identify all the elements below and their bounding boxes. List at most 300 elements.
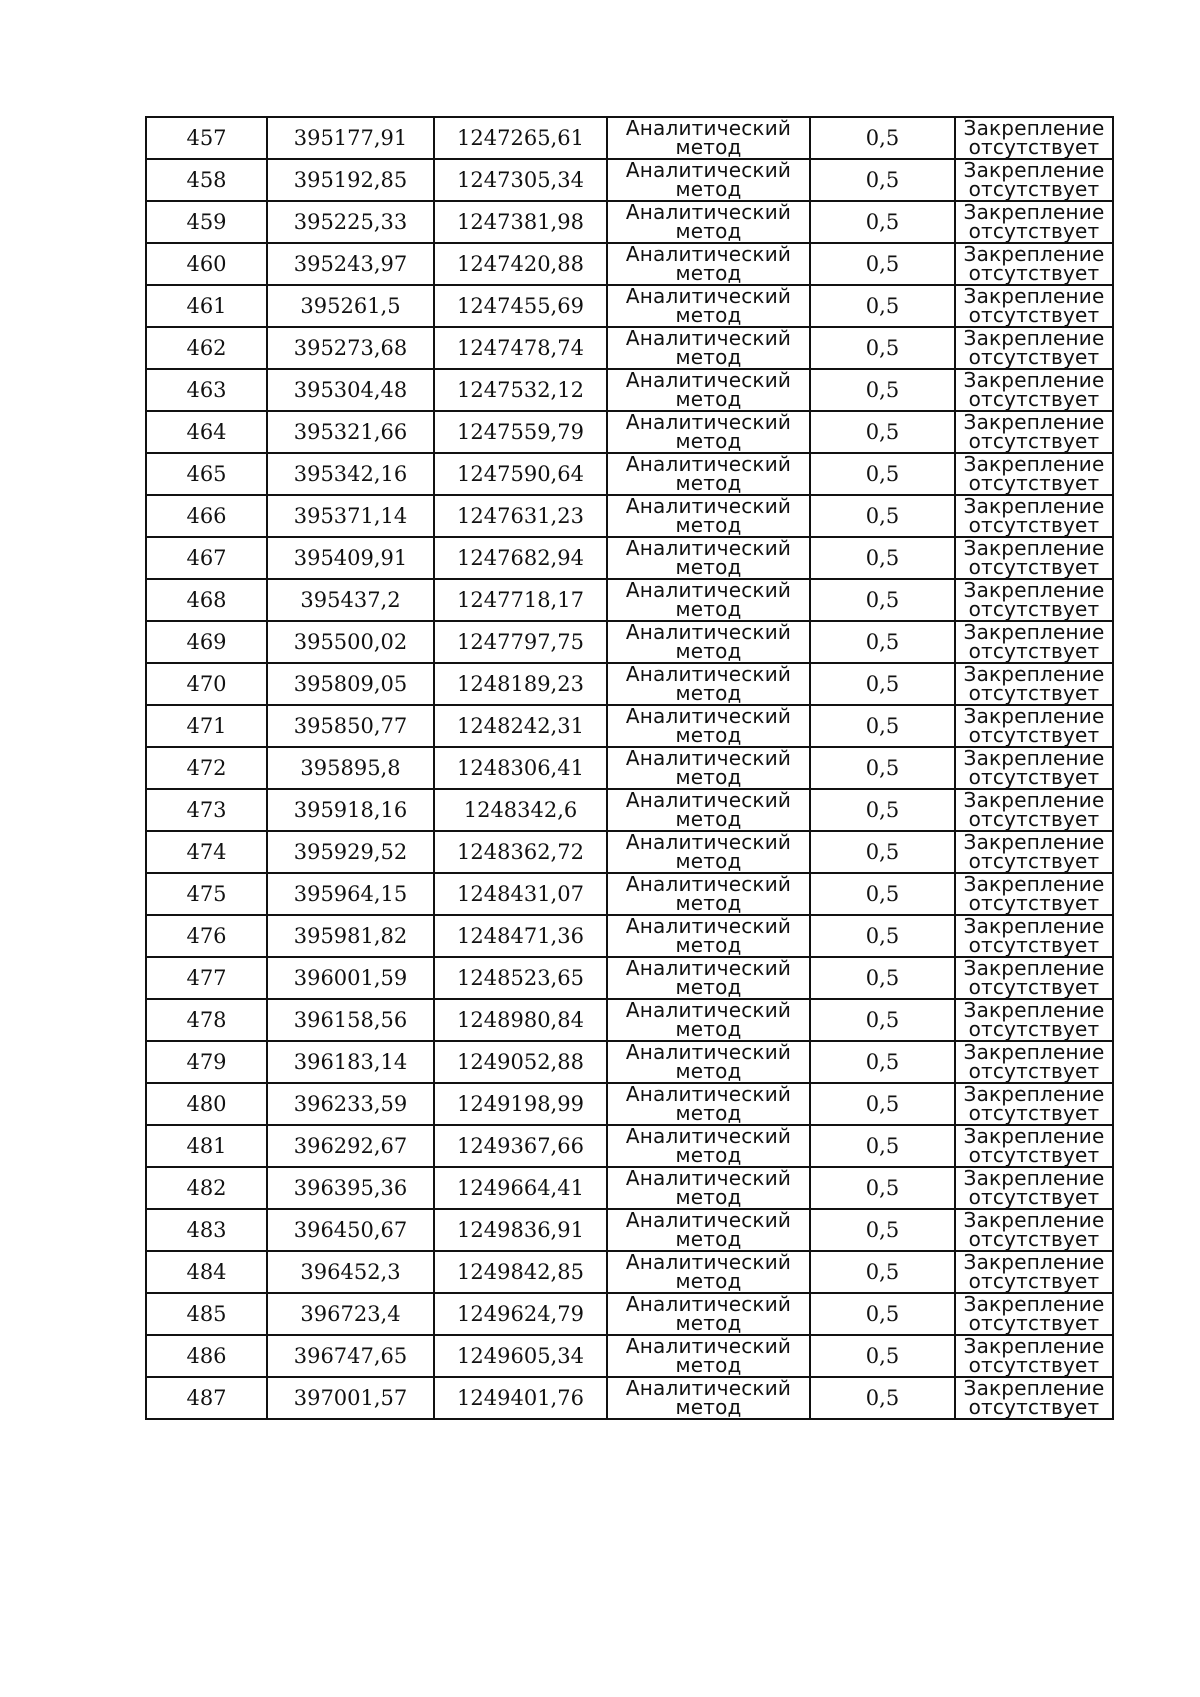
- x-coordinate-cell: 395918,16: [267, 789, 434, 831]
- fixing-line-1: Закрепление: [963, 1208, 1105, 1232]
- method-cell: [607, 705, 810, 747]
- fixing-line-2: отсутствует: [968, 513, 1100, 537]
- fixing-line-1: Закрепление: [963, 872, 1105, 896]
- x-coordinate-cell: 395850,77: [267, 705, 434, 747]
- fixing-line-1: Закрепление: [963, 494, 1105, 518]
- table-row: [146, 999, 1113, 1041]
- coordinates-table: [145, 116, 1114, 1420]
- fixing-cell: [955, 327, 1113, 369]
- method-cell: [607, 1293, 810, 1335]
- table-row: [146, 873, 1113, 915]
- point-number-cell: 480: [146, 1083, 267, 1125]
- fixing-line-1: Закрепление: [963, 200, 1105, 224]
- table-row: [146, 285, 1113, 327]
- point-number-cell: 469: [146, 621, 267, 663]
- fixing-line-2: отсутствует: [968, 639, 1100, 663]
- point-number-cell: 479: [146, 1041, 267, 1083]
- point-number-cell: 481: [146, 1125, 267, 1167]
- method-cell: [607, 369, 810, 411]
- fixing-line-1: Закрепление: [963, 620, 1105, 644]
- method-cell: [607, 1125, 810, 1167]
- fixing-line-2: отсутствует: [968, 135, 1100, 159]
- y-coordinate-cell: 1248189,23: [434, 663, 607, 705]
- method-line-2: метод: [675, 1269, 742, 1293]
- point-number-cell: 472: [146, 747, 267, 789]
- method-line-2: метод: [675, 807, 742, 831]
- fixing-cell: [955, 537, 1113, 579]
- method-line-2: метод: [675, 1395, 742, 1419]
- method-line-1: Аналитический: [625, 1124, 792, 1148]
- table-row: [146, 495, 1113, 537]
- method-line-1: Аналитический: [625, 242, 792, 266]
- x-coordinate-cell: 395437,2: [267, 579, 434, 621]
- method-line-1: Аналитический: [625, 704, 792, 728]
- fixing-line-1: Закрепление: [963, 1250, 1105, 1274]
- point-number-cell: 468: [146, 579, 267, 621]
- point-number-cell: 462: [146, 327, 267, 369]
- fixing-line-2: отсутствует: [968, 1017, 1100, 1041]
- fixing-line-2: отсутствует: [968, 933, 1100, 957]
- method-cell: [607, 411, 810, 453]
- method-cell: [607, 495, 810, 537]
- method-line-1: Аналитический: [625, 452, 792, 476]
- precision-cell: 0,5: [810, 369, 955, 411]
- table-row: [146, 243, 1113, 285]
- method-line-2: метод: [675, 303, 742, 327]
- table-row: [146, 537, 1113, 579]
- method-line-2: метод: [675, 639, 742, 663]
- fixing-cell: [955, 663, 1113, 705]
- method-cell: [607, 537, 810, 579]
- method-line-2: метод: [675, 681, 742, 705]
- table-row: [146, 747, 1113, 789]
- precision-cell: 0,5: [810, 159, 955, 201]
- fixing-line-1: Закрепление: [963, 956, 1105, 980]
- method-cell: [607, 243, 810, 285]
- table-row: [146, 117, 1113, 159]
- table-row: [146, 663, 1113, 705]
- table-row: [146, 1377, 1113, 1419]
- y-coordinate-cell: 1247381,98: [434, 201, 607, 243]
- fixing-cell: [955, 873, 1113, 915]
- point-number-cell: 460: [146, 243, 267, 285]
- x-coordinate-cell: 396001,59: [267, 957, 434, 999]
- fixing-line-1: Закрепление: [963, 1124, 1105, 1148]
- fixing-line-2: отсутствует: [968, 1227, 1100, 1251]
- x-coordinate-cell: 395261,5: [267, 285, 434, 327]
- precision-cell: 0,5: [810, 663, 955, 705]
- method-cell: [607, 117, 810, 159]
- fixing-line-1: Закрепление: [963, 410, 1105, 434]
- method-cell: [607, 159, 810, 201]
- fixing-line-2: отсутствует: [968, 1395, 1100, 1419]
- method-line-1: Аналитический: [625, 494, 792, 518]
- x-coordinate-cell: 395321,66: [267, 411, 434, 453]
- precision-cell: 0,5: [810, 957, 955, 999]
- fixing-cell: [955, 117, 1113, 159]
- x-coordinate-cell: 396450,67: [267, 1209, 434, 1251]
- fixing-line-2: отсутствует: [968, 1311, 1100, 1335]
- method-cell: [607, 915, 810, 957]
- method-line-1: Аналитический: [625, 662, 792, 686]
- fixing-cell: [955, 999, 1113, 1041]
- table-row: [146, 789, 1113, 831]
- method-line-1: Аналитический: [625, 1250, 792, 1274]
- fixing-line-1: Закрепление: [963, 1334, 1105, 1358]
- x-coordinate-cell: 395273,68: [267, 327, 434, 369]
- point-number-cell: 461: [146, 285, 267, 327]
- fixing-cell: [955, 411, 1113, 453]
- x-coordinate-cell: 395304,48: [267, 369, 434, 411]
- point-number-cell: 470: [146, 663, 267, 705]
- method-line-1: Аналитический: [625, 1208, 792, 1232]
- method-line-1: Аналитический: [625, 368, 792, 392]
- precision-cell: 0,5: [810, 621, 955, 663]
- x-coordinate-cell: 395342,16: [267, 453, 434, 495]
- method-line-1: Аналитический: [625, 1166, 792, 1190]
- fixing-line-1: Закрепление: [963, 830, 1105, 854]
- fixing-cell: [955, 831, 1113, 873]
- method-line-1: Аналитический: [625, 578, 792, 602]
- fixing-line-2: отсутствует: [968, 429, 1100, 453]
- y-coordinate-cell: 1248242,31: [434, 705, 607, 747]
- x-coordinate-cell: 396158,56: [267, 999, 434, 1041]
- table-row: [146, 1125, 1113, 1167]
- table-row: [146, 201, 1113, 243]
- x-coordinate-cell: 396183,14: [267, 1041, 434, 1083]
- point-number-cell: 473: [146, 789, 267, 831]
- y-coordinate-cell: 1248471,36: [434, 915, 607, 957]
- method-line-2: метод: [675, 177, 742, 201]
- fixing-cell: [955, 621, 1113, 663]
- precision-cell: 0,5: [810, 579, 955, 621]
- method-line-2: метод: [675, 1017, 742, 1041]
- fixing-line-2: отсутствует: [968, 1143, 1100, 1167]
- table-row: [146, 831, 1113, 873]
- y-coordinate-cell: 1249664,41: [434, 1167, 607, 1209]
- y-coordinate-cell: 1249367,66: [434, 1125, 607, 1167]
- fixing-line-2: отсутствует: [968, 723, 1100, 747]
- table-row: [146, 369, 1113, 411]
- table-row: [146, 1251, 1113, 1293]
- fixing-cell: [955, 1167, 1113, 1209]
- y-coordinate-cell: 1248980,84: [434, 999, 607, 1041]
- table-row: [146, 621, 1113, 663]
- fixing-line-1: Закрепление: [963, 1040, 1105, 1064]
- fixing-line-2: отсутствует: [968, 1059, 1100, 1083]
- method-cell: [607, 1083, 810, 1125]
- point-number-cell: 463: [146, 369, 267, 411]
- x-coordinate-cell: 395371,14: [267, 495, 434, 537]
- table-row: [146, 1083, 1113, 1125]
- method-line-2: метод: [675, 765, 742, 789]
- y-coordinate-cell: 1249624,79: [434, 1293, 607, 1335]
- method-line-2: метод: [675, 513, 742, 537]
- fixing-cell: [955, 1251, 1113, 1293]
- fixing-cell: [955, 495, 1113, 537]
- fixing-line-2: отсутствует: [968, 261, 1100, 285]
- point-number-cell: 476: [146, 915, 267, 957]
- precision-cell: 0,5: [810, 1125, 955, 1167]
- fixing-cell: [955, 1083, 1113, 1125]
- fixing-line-2: отсутствует: [968, 1353, 1100, 1377]
- precision-cell: 0,5: [810, 1335, 955, 1377]
- x-coordinate-cell: 396747,65: [267, 1335, 434, 1377]
- fixing-cell: [955, 1293, 1113, 1335]
- fixing-line-1: Закрепление: [963, 578, 1105, 602]
- table-row: [146, 159, 1113, 201]
- precision-cell: 0,5: [810, 1377, 955, 1419]
- precision-cell: 0,5: [810, 453, 955, 495]
- method-line-1: Аналитический: [625, 1376, 792, 1400]
- x-coordinate-cell: 395809,05: [267, 663, 434, 705]
- point-number-cell: 471: [146, 705, 267, 747]
- method-line-2: метод: [675, 1101, 742, 1125]
- x-coordinate-cell: 395929,52: [267, 831, 434, 873]
- method-line-2: метод: [675, 1227, 742, 1251]
- y-coordinate-cell: 1247559,79: [434, 411, 607, 453]
- y-coordinate-cell: 1247631,23: [434, 495, 607, 537]
- fixing-cell: [955, 243, 1113, 285]
- y-coordinate-cell: 1247590,64: [434, 453, 607, 495]
- fixing-cell: [955, 285, 1113, 327]
- fixing-cell: [955, 1041, 1113, 1083]
- method-cell: [607, 999, 810, 1041]
- fixing-line-1: Закрепление: [963, 704, 1105, 728]
- precision-cell: 0,5: [810, 873, 955, 915]
- method-line-2: метод: [675, 555, 742, 579]
- point-number-cell: 487: [146, 1377, 267, 1419]
- method-cell: [607, 579, 810, 621]
- fixing-line-2: отсутствует: [968, 765, 1100, 789]
- fixing-line-2: отсутствует: [968, 345, 1100, 369]
- fixing-cell: [955, 579, 1113, 621]
- y-coordinate-cell: 1248523,65: [434, 957, 607, 999]
- method-line-2: метод: [675, 219, 742, 243]
- precision-cell: 0,5: [810, 1083, 955, 1125]
- y-coordinate-cell: 1247265,61: [434, 117, 607, 159]
- fixing-cell: [955, 957, 1113, 999]
- precision-cell: 0,5: [810, 537, 955, 579]
- point-number-cell: 482: [146, 1167, 267, 1209]
- table-row: [146, 1335, 1113, 1377]
- precision-cell: 0,5: [810, 1167, 955, 1209]
- fixing-line-1: Закрепление: [963, 1082, 1105, 1106]
- method-line-1: Аналитический: [625, 1334, 792, 1358]
- method-cell: [607, 789, 810, 831]
- method-line-1: Аналитический: [625, 158, 792, 182]
- x-coordinate-cell: 395500,02: [267, 621, 434, 663]
- method-line-2: метод: [675, 597, 742, 621]
- fixing-line-2: отсутствует: [968, 219, 1100, 243]
- method-line-2: метод: [675, 1311, 742, 1335]
- fixing-line-1: Закрепление: [963, 788, 1105, 812]
- y-coordinate-cell: 1249605,34: [434, 1335, 607, 1377]
- method-line-2: метод: [675, 1059, 742, 1083]
- method-line-1: Аналитический: [625, 1292, 792, 1316]
- y-coordinate-cell: 1249836,91: [434, 1209, 607, 1251]
- y-coordinate-cell: 1247532,12: [434, 369, 607, 411]
- fixing-line-2: отсутствует: [968, 681, 1100, 705]
- fixing-line-1: Закрепление: [963, 998, 1105, 1022]
- precision-cell: 0,5: [810, 1251, 955, 1293]
- fixing-line-2: отсутствует: [968, 849, 1100, 873]
- method-line-1: Аналитический: [625, 536, 792, 560]
- fixing-line-2: отсутствует: [968, 1269, 1100, 1293]
- precision-cell: 0,5: [810, 411, 955, 453]
- fixing-cell: [955, 789, 1113, 831]
- point-number-cell: 466: [146, 495, 267, 537]
- method-line-1: Аналитический: [625, 284, 792, 308]
- y-coordinate-cell: 1249052,88: [434, 1041, 607, 1083]
- y-coordinate-cell: 1248306,41: [434, 747, 607, 789]
- method-line-2: метод: [675, 1353, 742, 1377]
- method-line-1: Аналитический: [625, 788, 792, 812]
- method-line-1: Аналитический: [625, 830, 792, 854]
- table-row: [146, 453, 1113, 495]
- method-line-1: Аналитический: [625, 746, 792, 770]
- fixing-line-2: отсутствует: [968, 975, 1100, 999]
- precision-cell: 0,5: [810, 201, 955, 243]
- point-number-cell: 459: [146, 201, 267, 243]
- method-line-1: Аналитический: [625, 1082, 792, 1106]
- method-line-2: метод: [675, 429, 742, 453]
- method-cell: [607, 621, 810, 663]
- y-coordinate-cell: 1247718,17: [434, 579, 607, 621]
- method-cell: [607, 1377, 810, 1419]
- y-coordinate-cell: 1248431,07: [434, 873, 607, 915]
- table-row: [146, 705, 1113, 747]
- fixing-line-2: отсутствует: [968, 891, 1100, 915]
- precision-cell: 0,5: [810, 789, 955, 831]
- x-coordinate-cell: 395964,15: [267, 873, 434, 915]
- fixing-line-2: отсутствует: [968, 555, 1100, 579]
- point-number-cell: 465: [146, 453, 267, 495]
- method-cell: [607, 1335, 810, 1377]
- point-number-cell: 478: [146, 999, 267, 1041]
- method-line-1: Аналитический: [625, 410, 792, 434]
- method-line-2: метод: [675, 1185, 742, 1209]
- method-line-1: Аналитический: [625, 872, 792, 896]
- y-coordinate-cell: 1248362,72: [434, 831, 607, 873]
- table-row: [146, 957, 1113, 999]
- method-cell: [607, 1041, 810, 1083]
- precision-cell: 0,5: [810, 1041, 955, 1083]
- fixing-cell: [955, 369, 1113, 411]
- x-coordinate-cell: 396452,3: [267, 1251, 434, 1293]
- x-coordinate-cell: 396395,36: [267, 1167, 434, 1209]
- x-coordinate-cell: 395981,82: [267, 915, 434, 957]
- method-line-2: метод: [675, 975, 742, 999]
- precision-cell: 0,5: [810, 999, 955, 1041]
- fixing-cell: [955, 705, 1113, 747]
- method-line-1: Аналитический: [625, 998, 792, 1022]
- y-coordinate-cell: 1247455,69: [434, 285, 607, 327]
- fixing-cell: [955, 453, 1113, 495]
- fixing-line-1: Закрепление: [963, 662, 1105, 686]
- fixing-line-1: Закрепление: [963, 746, 1105, 770]
- precision-cell: 0,5: [810, 117, 955, 159]
- fixing-cell: [955, 159, 1113, 201]
- fixing-line-2: отсутствует: [968, 177, 1100, 201]
- fixing-line-1: Закрепление: [963, 116, 1105, 140]
- fixing-line-1: Закрепление: [963, 1376, 1105, 1400]
- fixing-cell: [955, 1335, 1113, 1377]
- y-coordinate-cell: 1247478,74: [434, 327, 607, 369]
- method-line-2: метод: [675, 1143, 742, 1167]
- fixing-cell: [955, 1125, 1113, 1167]
- point-number-cell: 457: [146, 117, 267, 159]
- method-line-1: Аналитический: [625, 914, 792, 938]
- table-row: [146, 327, 1113, 369]
- method-cell: [607, 327, 810, 369]
- fixing-line-2: отсутствует: [968, 303, 1100, 327]
- method-line-2: метод: [675, 471, 742, 495]
- x-coordinate-cell: 395177,91: [267, 117, 434, 159]
- fixing-line-1: Закрепление: [963, 242, 1105, 266]
- method-line-2: метод: [675, 261, 742, 285]
- fixing-line-1: Закрепление: [963, 326, 1105, 350]
- table-body: [146, 117, 1113, 1419]
- method-line-2: метод: [675, 933, 742, 957]
- x-coordinate-cell: 395192,85: [267, 159, 434, 201]
- method-cell: [607, 663, 810, 705]
- x-coordinate-cell: 395895,8: [267, 747, 434, 789]
- method-cell: [607, 1167, 810, 1209]
- x-coordinate-cell: 395243,97: [267, 243, 434, 285]
- table-row: [146, 1209, 1113, 1251]
- method-cell: [607, 957, 810, 999]
- fixing-cell: [955, 747, 1113, 789]
- point-number-cell: 464: [146, 411, 267, 453]
- method-cell: [607, 1251, 810, 1293]
- fixing-line-2: отсутствует: [968, 807, 1100, 831]
- method-line-1: Аналитический: [625, 1040, 792, 1064]
- point-number-cell: 484: [146, 1251, 267, 1293]
- point-number-cell: 485: [146, 1293, 267, 1335]
- x-coordinate-cell: 397001,57: [267, 1377, 434, 1419]
- x-coordinate-cell: 396292,67: [267, 1125, 434, 1167]
- method-cell: [607, 453, 810, 495]
- fixing-line-1: Закрепление: [963, 1166, 1105, 1190]
- method-line-1: Аналитический: [625, 326, 792, 350]
- y-coordinate-cell: 1248342,6: [434, 789, 607, 831]
- fixing-line-1: Закрепление: [963, 536, 1105, 560]
- fixing-line-1: Закрепление: [963, 158, 1105, 182]
- point-number-cell: 474: [146, 831, 267, 873]
- point-number-cell: 477: [146, 957, 267, 999]
- fixing-cell: [955, 201, 1113, 243]
- method-line-2: метод: [675, 891, 742, 915]
- fixing-cell: [955, 915, 1113, 957]
- method-cell: [607, 831, 810, 873]
- y-coordinate-cell: 1247682,94: [434, 537, 607, 579]
- table-row: [146, 1041, 1113, 1083]
- x-coordinate-cell: 395409,91: [267, 537, 434, 579]
- fixing-line-2: отсутствует: [968, 1101, 1100, 1125]
- method-line-1: Аналитический: [625, 116, 792, 140]
- precision-cell: 0,5: [810, 831, 955, 873]
- y-coordinate-cell: 1249198,99: [434, 1083, 607, 1125]
- method-line-1: Аналитический: [625, 956, 792, 980]
- x-coordinate-cell: 395225,33: [267, 201, 434, 243]
- precision-cell: 0,5: [810, 1209, 955, 1251]
- x-coordinate-cell: 396233,59: [267, 1083, 434, 1125]
- table-row: [146, 579, 1113, 621]
- point-number-cell: 467: [146, 537, 267, 579]
- fixing-line-1: Закрепление: [963, 284, 1105, 308]
- method-cell: [607, 1209, 810, 1251]
